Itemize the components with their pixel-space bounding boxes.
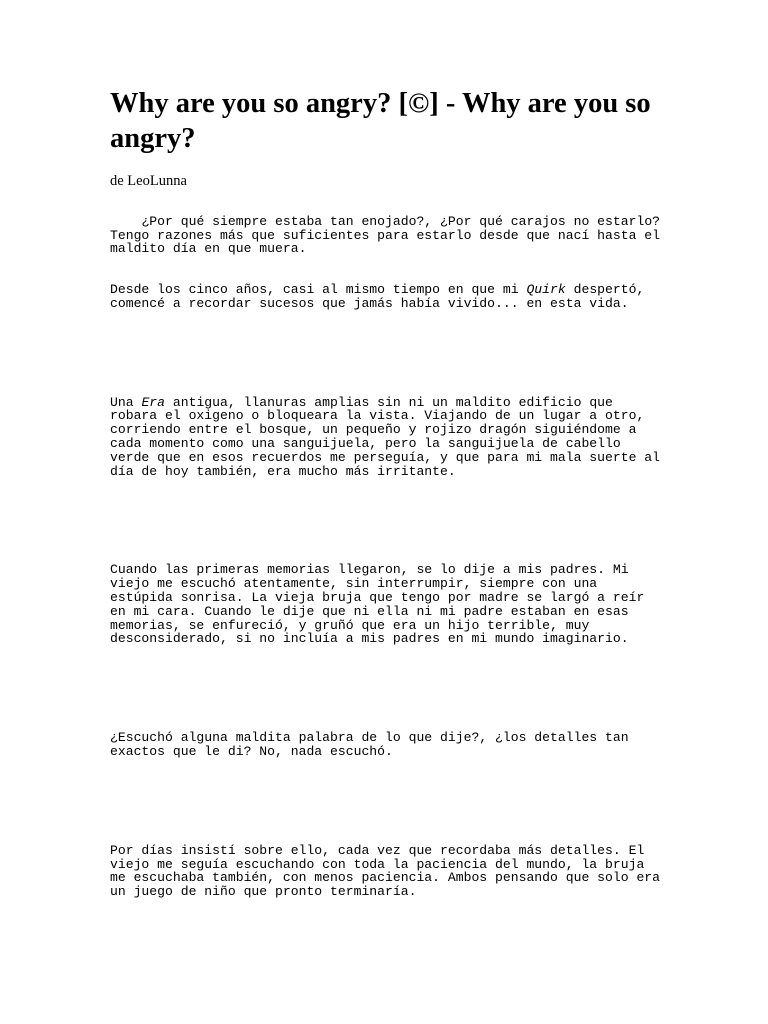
paragraph-1 <box>110 201 670 270</box>
paragraph-italic-term: Era <box>141 394 166 410</box>
paragraph-4 <box>110 563 670 646</box>
paragraph-text: ¿Por qué siempre estaba tan enojado?, ¿Por qué carajos no estarlo? Tengo razones más que suficientes para estarlo desde que nací hasta el maldito día en que muera. <box>110 213 661 257</box>
paragraph-text: ¿Escuchó alguna maldita palabra de lo que dije?, ¿los detalles tan exactos que le di? No, nada escuchó. <box>110 730 629 759</box>
paragraph-6 <box>110 844 670 899</box>
paragraph-text: antigua, llanuras amplias sin ni un maldito edificio que robara el oxigeno o bloqueara la vista. Viajando de un lugar a otro, corriendo entre el bosque, un pequeño y rojizo dragón siguiéndome a cada momento como una sanguijuela, pero la sanguijuela de cabello verde que en esos recuerdos me perseguía, y que para mi mala suerte al día de hoy también, era mucho más irritante. <box>110 394 661 479</box>
paragraph-text: despertó, comencé a recordar sucesos que jamás había vivido... en esta vida. <box>110 281 645 311</box>
paragraph-italic-term: Quirk <box>526 281 566 297</box>
paragraph-text: Cuando las primeras memorias llegaron, se lo dije a mis padres. Mi viejo me escuchó atentamente, sin interrumpir, siempre con una estúpida sonrisa. La vieja bruja que tengo por madre se largó a reír en mi cara. Cuando le dije que ni ella ni mi padre estaban en esas memorias, se enfureció, y gruñó que era un hijo terrible, muy desconsiderado, si no incluía a mis padres en mi mundo imaginario. <box>110 562 645 647</box>
paragraph-text: Por días insistí sobre ello, cada vez que recordaba más detalles. El viejo me seguía escuchando con toda la paciencia del mundo, la bruja me escuchaba también, con menos paciencia. Ambos pensando que solo era un juego de niño que pronto terminaría. <box>110 842 661 900</box>
paragraph-3 <box>110 396 670 479</box>
paragraph-2 <box>110 283 670 311</box>
paragraph-text: Desde los cinco años, casi al mismo tiempo en que mi <box>110 281 527 297</box>
paragraph-5 <box>110 731 670 759</box>
document-page <box>110 86 670 899</box>
paragraph-text: Una <box>110 394 142 410</box>
document-title: Why are you so angry? [©] - Why are you so angry? <box>110 88 651 154</box>
author-line: de LeoLunna <box>110 173 187 189</box>
